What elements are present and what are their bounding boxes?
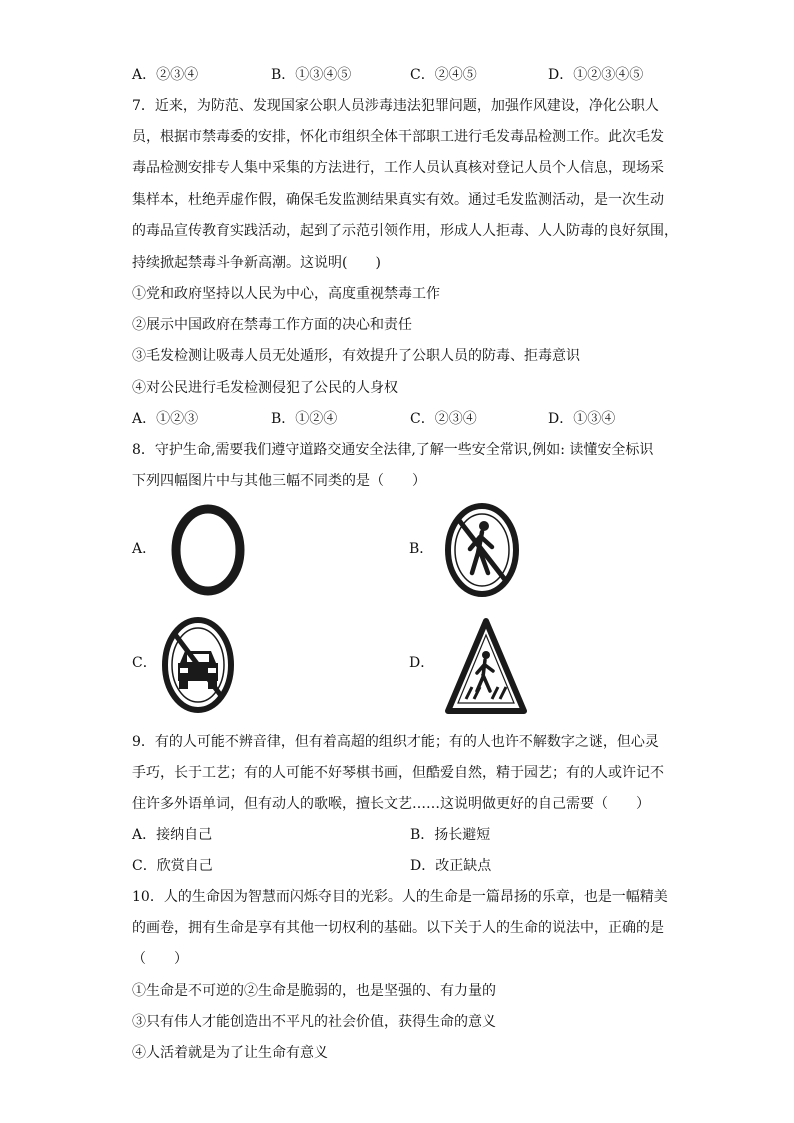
q9-options-row-1 [132, 825, 672, 845]
q9-option-d[interactable]: D．改正缺点 [410, 858, 492, 874]
pedestrian-crossing-warning-sign-icon [444, 615, 528, 715]
q8-option-d-label[interactable]: D． [409, 655, 435, 671]
no-motor-vehicles-sign-icon [160, 615, 236, 715]
q9-options-row-2 [132, 856, 672, 876]
q7-option-a[interactable]: A．①②③ [132, 411, 199, 427]
q7-statement: ④对公民进行毛发检测侵犯了公民的人身权 [132, 380, 398, 396]
q7-statement: ②展示中国政府在禁毒工作方面的决心和责任 [132, 317, 412, 333]
q10-stem-line: 10．人的生命因为智慧而闪烁夺目的光彩。人的生命是一篇昂扬的乐章，也是一幅精美 [132, 889, 668, 905]
q10-statement: ①生命是不可逆的②生命是脆弱的，也是坚强的、有力量的 [132, 983, 496, 999]
q6-option-a[interactable]: A．②③④ [132, 67, 199, 83]
q6-options [132, 65, 672, 85]
q10-statement: ③只有伟人才能创造出不平凡的社会价值，获得生命的意义 [132, 1014, 496, 1030]
q10-stem-line: 的画卷，拥有生命是享有其他一切权利的基础。以下关于人的生命的说法中，正确的是 [132, 920, 664, 936]
q7-options [132, 409, 672, 429]
q6-option-d[interactable]: D．①②③④⑤ [548, 67, 644, 83]
q8-stem-line: 下列四幅图片中与其他三幅不同类的是（ ） [132, 473, 426, 489]
q8-stem-line: 8．守护生命,需要我们遵守道路交通安全法律,了解一些安全常识,例如: 读懂安全标识 [132, 442, 654, 458]
q8-option-b-label[interactable]: B． [409, 541, 434, 557]
q7-option-d[interactable]: D．①③④ [548, 411, 616, 427]
q7-stem-line: 持续掀起禁毒斗争新高潮。这说明( ) [132, 255, 381, 271]
no-pedestrians-sign-icon [444, 501, 520, 599]
q9-stem-line: 住许多外语单词，但有动人的歌喉，擅长文艺……这说明做更好的自己需要（ ） [132, 796, 650, 812]
q7-option-b[interactable]: B．①②④ [271, 411, 338, 427]
q9-stem-line: 手巧，长于工艺；有的人可能不好琴棋书画，但酷爱自然，精于园艺；有的人或许记不 [132, 765, 664, 781]
q9-option-a[interactable]: A．接纳自己 [132, 827, 213, 843]
q9-option-c[interactable]: C．欣赏自己 [132, 858, 213, 874]
q7-stem-line: 员，根据市禁毒委的安排，怀化市组织全体干部职工进行毛发毒品检测工作。此次毛发 [132, 129, 664, 145]
q6-option-c[interactable]: C．②④⑤ [410, 67, 477, 83]
q9-stem-line: 9．有的人可能不辨音律，但有着高超的组织才能；有的人也许不解数字之谜，但心灵 [132, 734, 659, 750]
q8-option-c-label[interactable]: C． [132, 655, 157, 671]
q10-stem-line: （ ） [132, 951, 188, 967]
q7-stem-line: 的毒品宣传教育实践活动，起到了示范引领作用，形成人人拒毒、人人防毒的良好氛围， [132, 223, 678, 239]
q8-option-a-label[interactable]: A． [132, 541, 157, 557]
q7-option-c[interactable]: C．②③④ [410, 411, 477, 427]
q7-statement: ①党和政府坚持以人民为中心，高度重视禁毒工作 [132, 286, 440, 302]
q7-stem-line: 集样本，杜绝弄虚作假，确保毛发监测结果真实有效。通过毛发监测活动，是一次生动 [132, 192, 664, 208]
no-entry-ring-sign-icon [170, 501, 246, 599]
q7-stem-line: 毒品检测安排专人集中采集的方法进行，工作人员认真核对登记人员个人信息，现场采 [132, 160, 664, 176]
q10-statement: ④人活着就是为了让生命有意义 [132, 1045, 328, 1061]
q6-option-b[interactable]: B．①③④⑤ [271, 67, 352, 83]
q9-option-b[interactable]: B．扬长避短 [410, 827, 491, 843]
q7-statement: ③毛发检测让吸毒人员无处遁形，有效提升了公职人员的防毒、拒毒意识 [132, 348, 580, 364]
q7-stem-line: 7．近来，为防范、发现国家公职人员涉毒违法犯罪问题，加强作风建设，净化公职人 [132, 98, 659, 114]
